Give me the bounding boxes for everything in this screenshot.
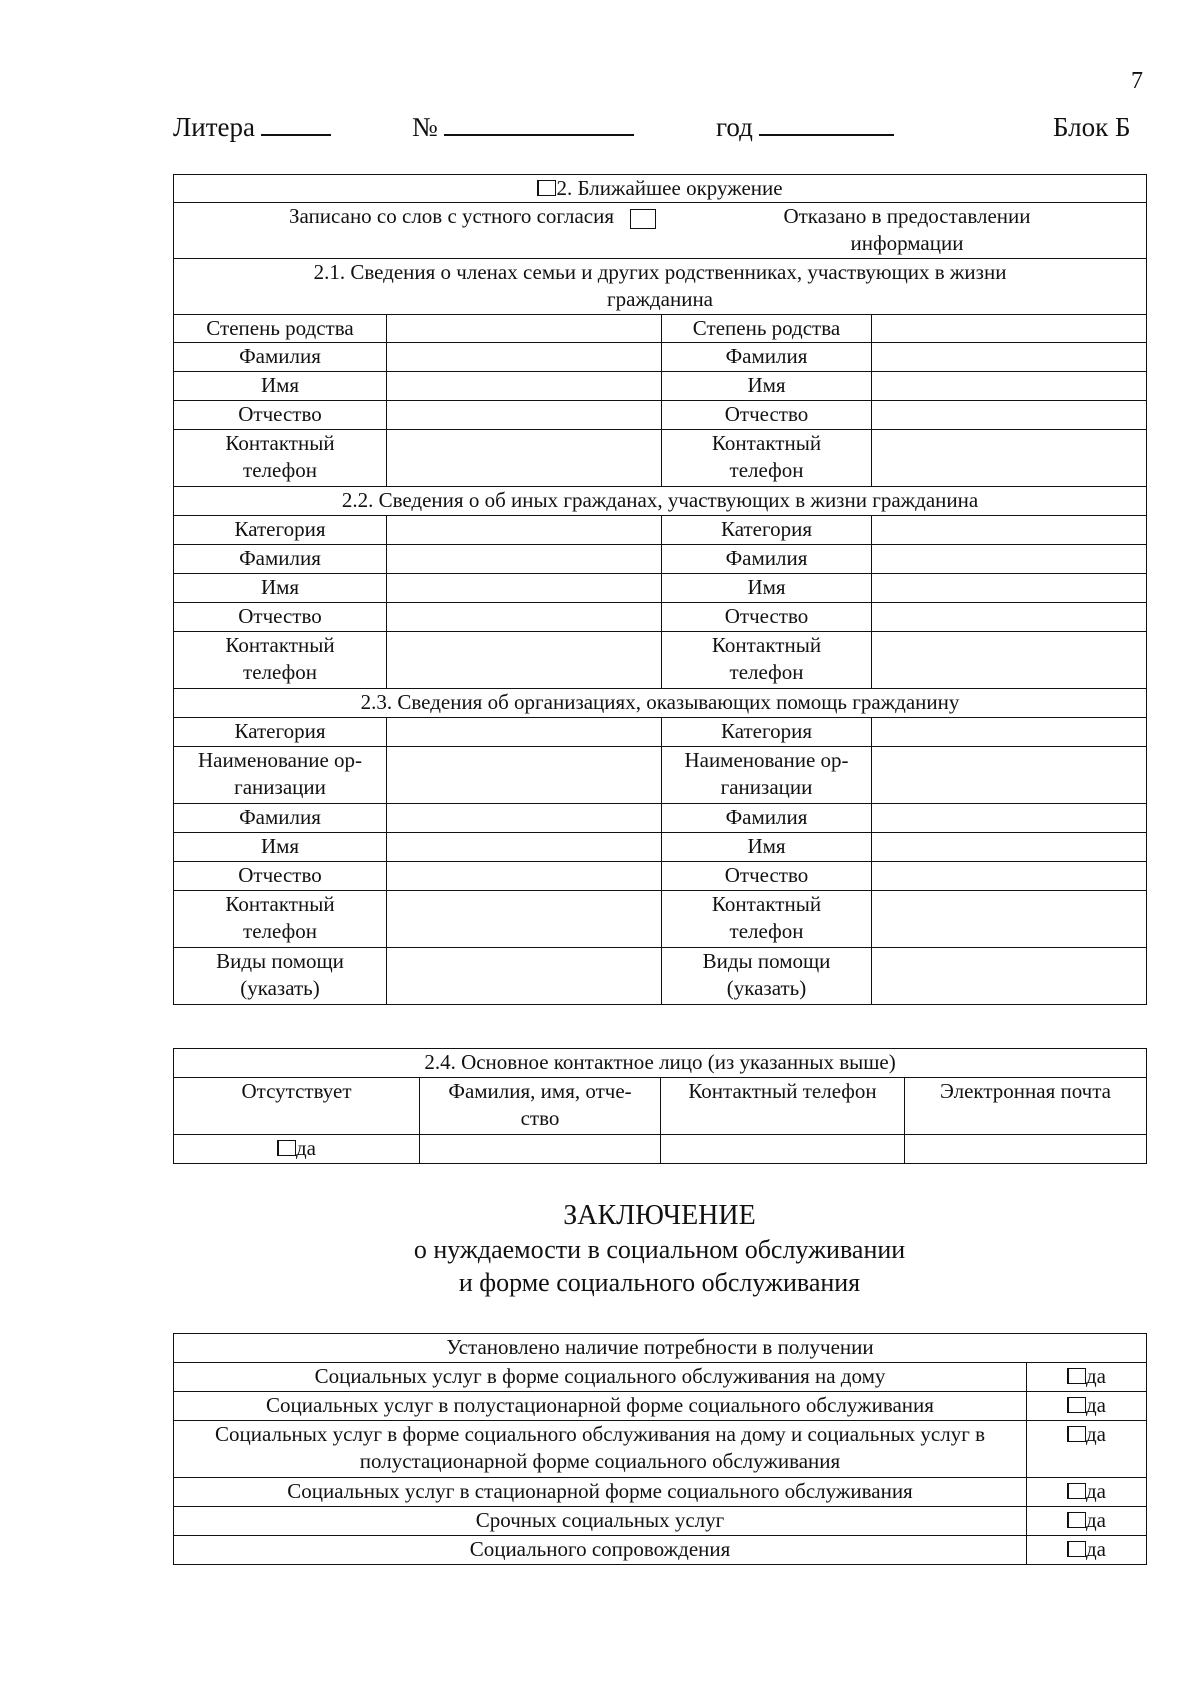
absent-checkbox[interactable] [277,1140,296,1156]
name-label-right: Имя [662,372,872,401]
section2-title: 2. Ближайшее окружение [556,176,783,200]
name-input-left[interactable] [387,574,662,603]
degree-input-left[interactable] [387,315,662,343]
fio-input[interactable] [420,1135,661,1164]
degree-label-left: Степень родства [174,315,387,343]
phone-label-left [174,891,387,948]
phone-input-right[interactable] [872,632,1147,689]
org-label-right [662,747,872,804]
needs-row-label: Социальных услуг в полустационарной форме социального обслуживания [174,1392,1027,1421]
category-label-left: Категория [174,516,387,545]
surname-label-left: Фамилия [174,343,387,372]
degree-label-right: Степень родства [662,315,872,343]
category-label-left: Категория [174,718,387,747]
patronymic-input-left[interactable] [387,603,662,632]
org-label-line2: ганизации [234,775,326,799]
consent-row [174,203,1147,259]
surname-label-right: Фамилия [662,804,872,833]
phone-label-line1: Контактный [225,892,335,916]
phone-label-line1: Контактный [711,633,822,657]
needs-checkbox[interactable] [1067,1368,1086,1384]
page-number: 7 [1131,68,1143,94]
patronymic-input-left[interactable] [387,401,662,430]
name-label-left: Имя [174,574,387,603]
s23-title: 2.3. Сведения об организациях, оказывающих помощь гражданину [174,689,1147,718]
category-input-right[interactable] [872,718,1147,747]
litera-line [261,112,331,136]
year-label: год [716,112,753,142]
phone-label-left [174,632,387,689]
needs-yes-label: да [1085,1537,1106,1561]
section2-header [174,175,1147,203]
needs-yes-cell [1027,1363,1147,1392]
block-label: Блок Б [1053,112,1131,142]
phone-label-line1: Контактный [711,431,822,455]
phone-label-line1: Контактный [225,633,335,657]
name-label-left: Имя [174,372,387,401]
help-label-line1: Виды помощи [216,949,344,973]
needs-checkbox[interactable] [1067,1541,1086,1557]
email-header: Электронная почта [905,1078,1147,1135]
year-line [759,112,894,136]
help-input-left[interactable] [387,948,662,1005]
conclusion-subtitle-1: о нуждаемости в социальном обслуживании [413,1235,906,1264]
phone-label-left [174,430,387,487]
org-label-line1: Наименование ор- [684,748,849,772]
patronymic-label-left: Отчество [174,862,387,891]
phone-label-line2: телефон [243,919,317,943]
phone-label-line2: телефон [729,919,804,943]
phone-input-left[interactable] [387,632,662,689]
org-input-left[interactable] [387,747,662,804]
phone-header: Контактный телефон [661,1078,905,1135]
surname-input-left[interactable] [387,804,662,833]
s22-title: 2.2. Сведения о об иных гражданах, участвующих в жизни гражданина [174,487,1147,516]
phone-label-line2: телефон [243,660,317,684]
phone-label-line2: телефон [729,660,804,684]
environment-table [173,174,1147,1005]
conclusion-title: ЗАКЛЮЧЕНИЕ [563,1200,756,1231]
name-input-right[interactable] [872,372,1147,401]
patronymic-input-right[interactable] [872,401,1147,430]
needs-yes-cell [1027,1536,1147,1565]
phone-label-right [662,430,872,487]
needs-row-label: Социальных услуг в стационарной форме социального обслуживания [174,1478,1027,1507]
conclusion-subtitle-2: и форме социального обслуживания [458,1268,861,1297]
help-label-left [174,948,387,1005]
help-label-line2: (указать) [726,976,807,1000]
phone-input[interactable] [661,1135,905,1164]
name-input-left[interactable] [387,372,662,401]
org-label-line1: Наименование ор- [197,748,363,772]
category-input-right[interactable] [872,516,1147,545]
recorded-checkbox[interactable] [630,209,656,229]
needs-yes-label: да [1085,1479,1106,1503]
surname-input-right[interactable] [872,343,1147,372]
needs-row-label: Социальных услуг в форме социального обслуживания на дому и социальных услуг в полустационарной форме социального обслуживания [174,1421,1027,1478]
needs-row-label: Социального сопровождения [174,1536,1027,1565]
name-input-left[interactable] [387,833,662,862]
fio-header [420,1078,661,1135]
needs-yes-label: да [1085,1364,1106,1388]
surname-input-right[interactable] [872,545,1147,574]
help-label-line2: (указать) [240,976,320,1000]
litera-label: Литера [173,112,256,142]
name-input-right[interactable] [872,574,1147,603]
surname-input-right[interactable] [872,804,1147,833]
litera-field[interactable] [173,112,331,143]
absent-header: Отсутствует [174,1078,420,1135]
name-label-right: Имя [662,574,872,603]
patronymic-input-left[interactable] [387,862,662,891]
needs-yes-label: да [1085,1393,1106,1417]
phone-input-left[interactable] [387,430,662,487]
needs-row-label: Социальных услуг в форме социального обслуживания на дому [174,1363,1027,1392]
surname-label-left: Фамилия [174,804,387,833]
fio-header-line1: Фамилия, имя, отче- [448,1079,632,1103]
phone-input-right[interactable] [872,430,1147,487]
patronymic-input-right[interactable] [872,603,1147,632]
phone-input-right[interactable] [872,891,1147,948]
patronymic-label-right: Отчество [662,603,872,632]
absent-cell [174,1135,420,1164]
needs-checkbox[interactable] [1067,1512,1086,1528]
phone-label-line2: телефон [243,458,317,482]
category-label-right: Категория [662,516,872,545]
phone-label-line1: Контактный [711,892,822,916]
patronymic-input-right[interactable] [872,862,1147,891]
patronymic-label-right: Отчество [662,401,872,430]
phone-label-right [662,632,872,689]
email-input[interactable] [905,1135,1147,1164]
surname-input-left[interactable] [387,545,662,574]
patronymic-label-right: Отчество [662,862,872,891]
refused-label: Отказано в предоставлении информации [783,204,1031,255]
phone-label-line2: телефон [729,458,804,482]
needs-table [173,1333,1147,1565]
absent-yes-label: да [295,1136,316,1160]
needs-yes-label: да [1085,1422,1106,1446]
org-label-line2: ганизации [720,775,813,799]
number-label: № [412,112,438,142]
name-label-right: Имя [662,833,872,862]
needs-header: Установлено наличие потребности в получении [174,1334,1147,1363]
needs-yes-cell [1027,1478,1147,1507]
main-contact-table [173,1048,1147,1164]
needs-row-label: Срочных социальных услуг [174,1507,1027,1536]
number-line [444,112,634,136]
help-input-right[interactable] [872,948,1147,1005]
section2-checkbox[interactable] [537,180,556,196]
patronymic-label-left: Отчество [174,401,387,430]
needs-yes-label: да [1085,1508,1106,1532]
help-label-line1: Виды помощи [702,949,831,973]
number-field[interactable] [412,112,634,143]
phone-label-right [662,891,872,948]
s24-title: 2.4. Основное контактное лицо (из указанных выше) [174,1049,1147,1078]
category-input-left[interactable] [387,516,662,545]
needs-checkbox[interactable] [1067,1426,1086,1442]
phone-input-left[interactable] [387,891,662,948]
phone-label-line1: Контактный [225,431,335,455]
org-label-left [174,747,387,804]
needs-yes-cell [1027,1421,1147,1478]
year-field[interactable] [716,112,894,143]
needs-yes-cell [1027,1507,1147,1536]
name-label-left: Имя [174,833,387,862]
surname-input-left[interactable] [387,343,662,372]
patronymic-label-left: Отчество [174,603,387,632]
help-label-right [662,948,872,1005]
s21-title: 2.1. Сведения о членах семьи и других родственниках, участвующих в жизни гражданина [174,259,1147,315]
org-input-right[interactable] [872,747,1147,804]
category-label-right: Категория [662,718,872,747]
needs-yes-cell [1027,1392,1147,1421]
name-input-right[interactable] [872,833,1147,862]
surname-label-left: Фамилия [174,545,387,574]
needs-checkbox[interactable] [1067,1397,1086,1413]
degree-input-right[interactable] [872,315,1147,343]
fio-header-line2: ство [520,1106,560,1130]
needs-checkbox[interactable] [1067,1483,1086,1499]
surname-label-right: Фамилия [662,343,872,372]
surname-label-right: Фамилия [662,545,872,574]
category-input-left[interactable] [387,718,662,747]
recorded-label: Записано со слов с устного согласия [289,204,614,228]
